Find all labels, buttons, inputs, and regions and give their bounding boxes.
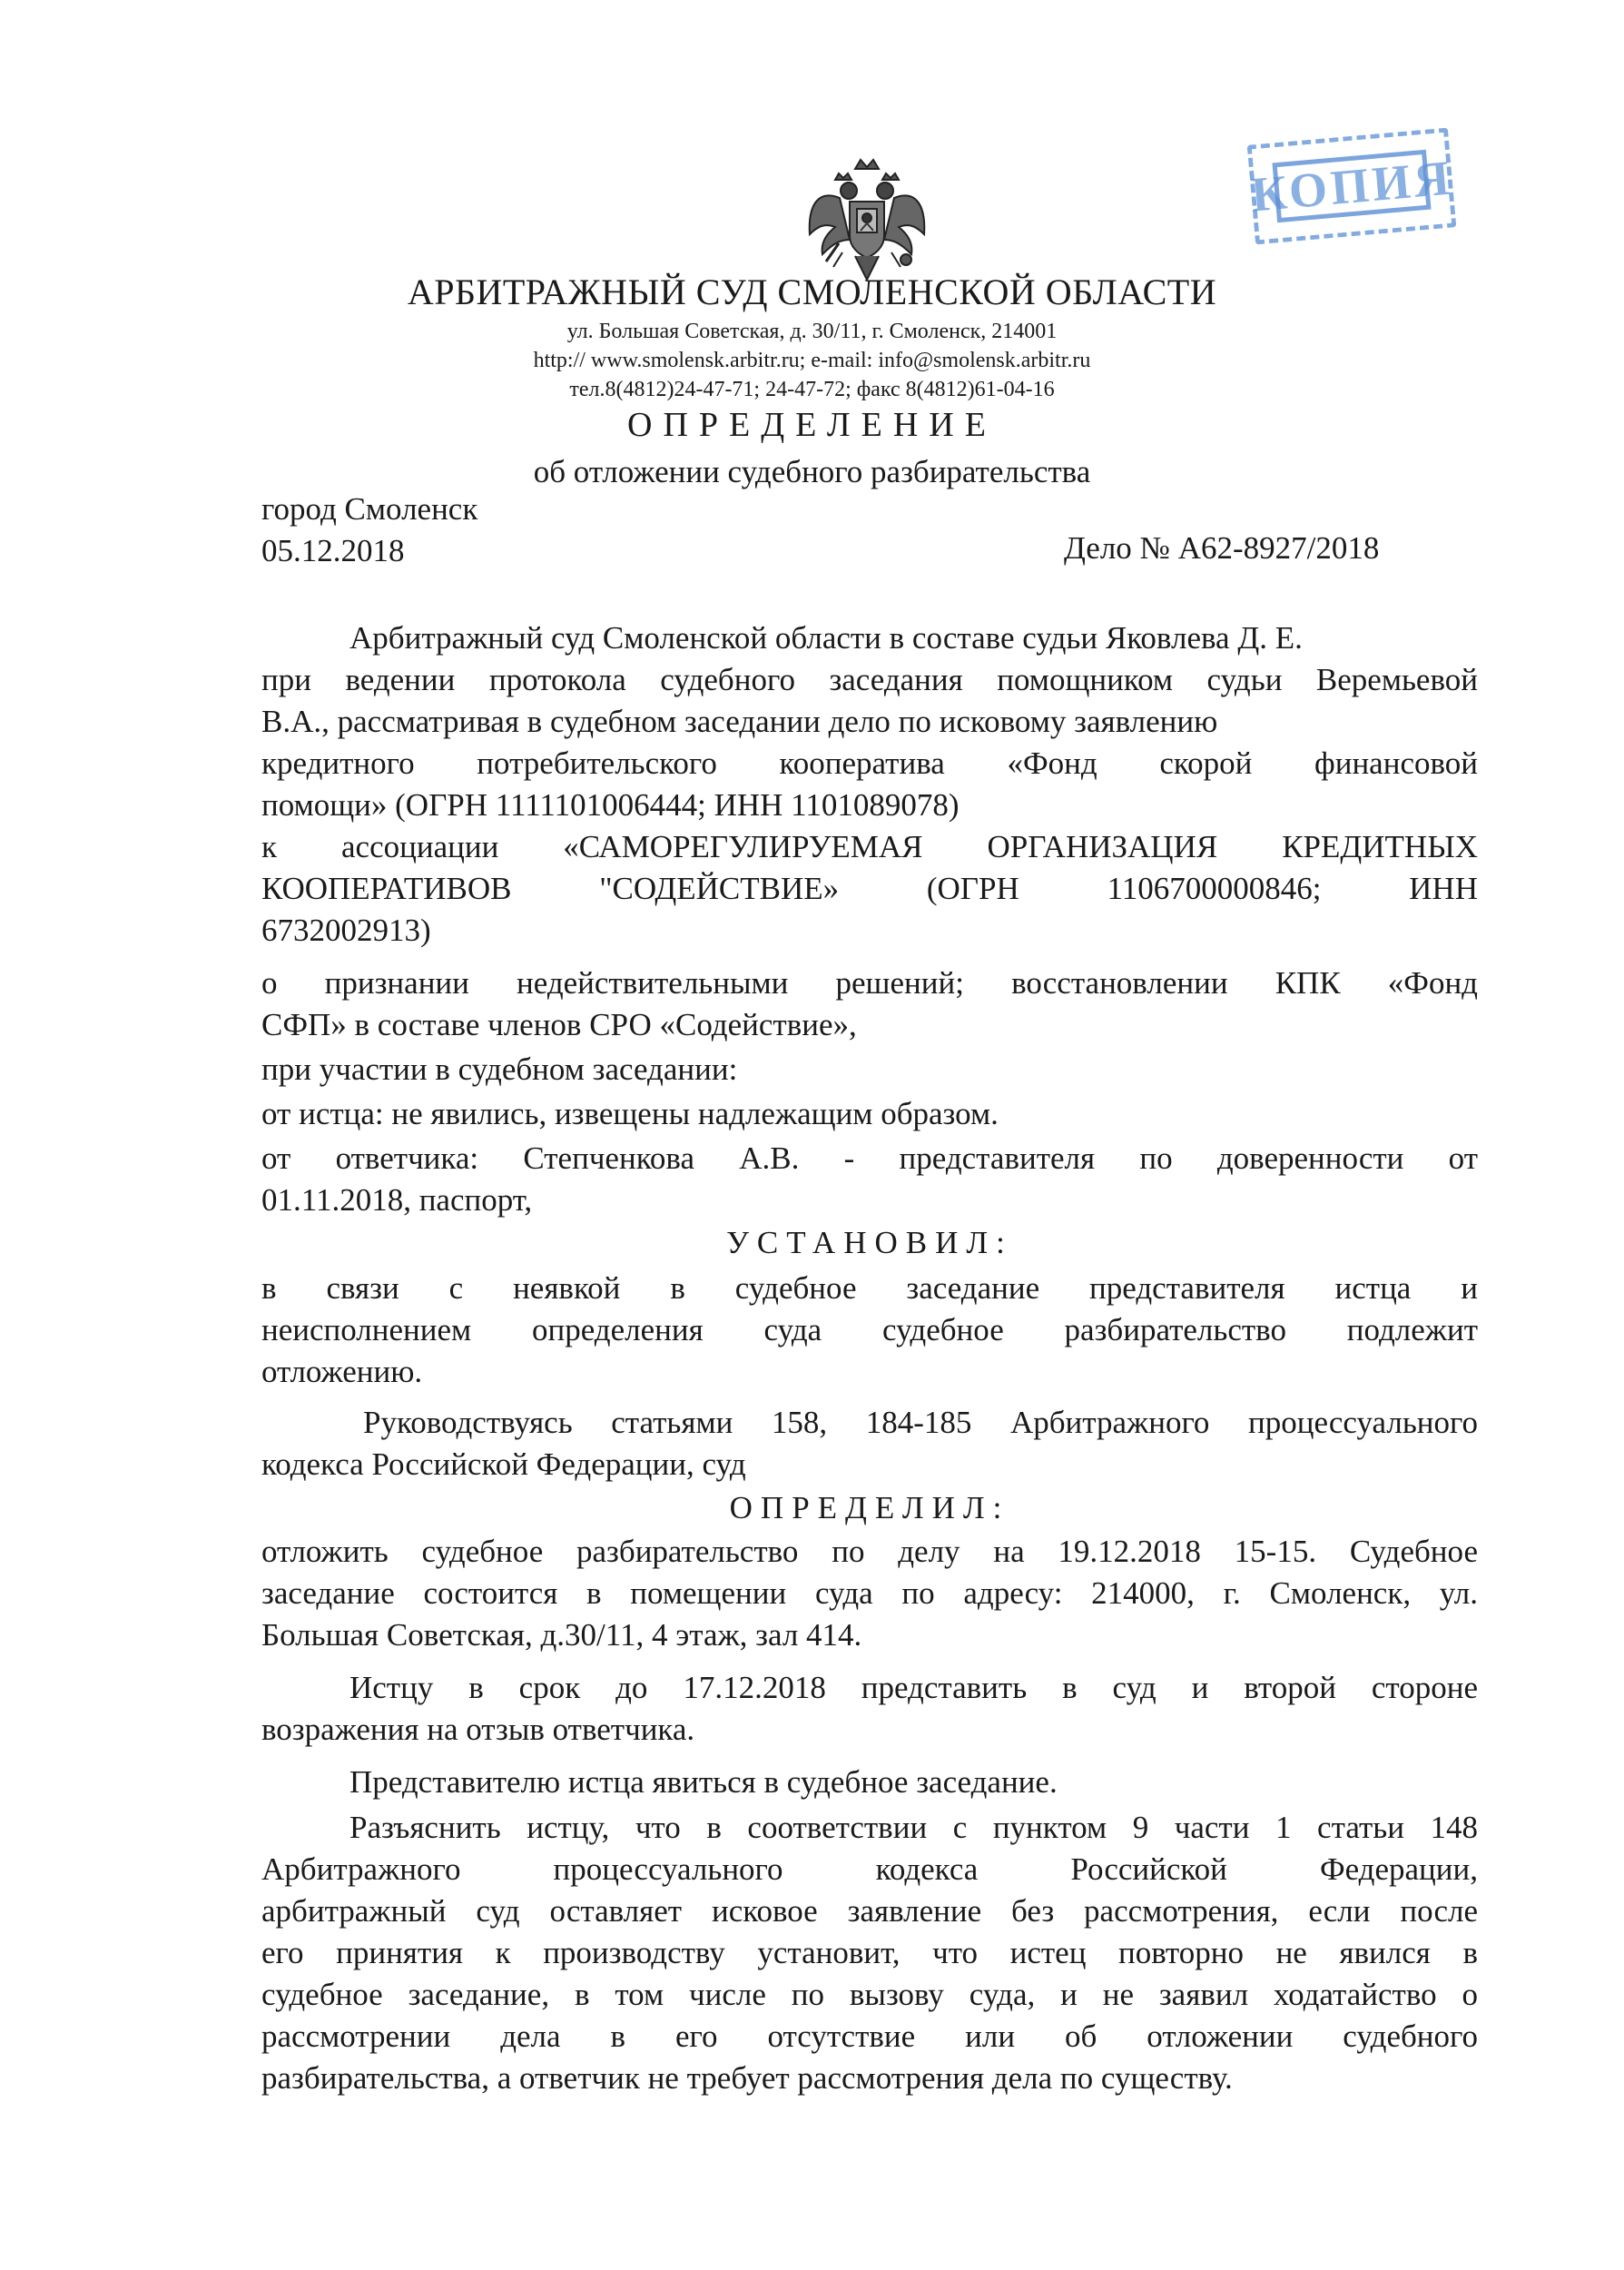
decided-line-13: разбирательства, а ответчик не требует рассмотрения дела по существу. [261,2060,1233,2096]
intro-line-2: при ведении протокола судебного заседания помощником судьи Веремьевой [261,662,1478,697]
intro-line-3: В.А., рассматривая в судебном заседании дело по исковому заявлению [261,704,1218,739]
intro-line-4: кредитного потребительского кооператива «Фонд скорой финансовой [261,745,1478,781]
intro-line-11: при участии в судебном заседании: [261,1051,738,1087]
decided-line-5: возражения на отзыв ответчика. [261,1712,695,1747]
decided-line-1: отложить судебное разбирательство по делу на 19.12.2018 15-15. Судебное [261,1534,1478,1569]
document-date: 05.12.2018 [261,533,405,568]
guided-line-2: кодекса Российской Федерации, суд [261,1446,746,1482]
decided-line-12: рассмотрении дела в его отсутствие или об отложении судебного [261,2018,1478,2054]
court-phones: тел.8(4812)24-47-71; 24-47-72; факс 8(4812)61-04-16 [569,378,1055,401]
intro-line-5: помощи» (ОГРН 1111101006444; ИНН 1101089078) [261,787,960,823]
city: город Смоленск [261,491,478,527]
decided-line-4: Истцу в срок до 17.12.2018 представить в суд и второй стороне [349,1670,1478,1705]
decided-line-8: Арбитражного процессуального кодекса Российской Федерации, [261,1851,1478,1887]
decided-line-2: заседание состоится в помещении суда по адресу: 214000, г. Смоленск, ул. [261,1575,1478,1611]
decided-line-3: Большая Советская, д.30/11, 4 этаж, зал 414. [261,1617,862,1653]
decided-line-7: Разъяснить истцу, что в соответствии с пунктом 9 части 1 статьи 148 [349,1810,1478,1845]
court-address: ул. Большая Советская, д. 30/11, г. Смоленск, 214001 [566,320,1058,343]
guided-line-1: Руководствуясь статьями 158, 184-185 Арбитражного процессуального [363,1405,1478,1440]
intro-line-9: о признании недействительными решений; восстановлении КПК «Фонд [261,965,1478,1001]
intro-line-12: от истца: не явились, извещены надлежащим образом. [261,1096,999,1131]
intro-line-13: от ответчика: Степченкова А.В. - представителя по доверенности от [261,1140,1478,1176]
case-number: Дело № А62-8927/2018 [1064,530,1380,566]
intro-line-7: КООПЕРАТИВОВ "СОДЕЙСТВИЕ» (ОГРН 1106700000846; ИНН [261,871,1478,906]
intro-line-1: Арбитражный суд Смоленской области в составе судьи Яковлева Д. Е. [349,620,1303,656]
established-line-3: отложению. [261,1354,423,1389]
stamp-text: КОПИЯ [1248,150,1456,222]
document-subtitle: об отложении судебного разбирательства [533,454,1091,489]
established-heading: УСТАНОВИЛ: [726,1225,1013,1260]
court-name: АРБИТРАЖНЫЙ СУД СМОЛЕНСКОЙ ОБЛАСТИ [407,271,1217,312]
established-line-2: неисполнением определения суда судебное разбирательство подлежит [261,1312,1478,1347]
intro-line-8: 6732002913) [261,913,431,948]
established-line-1: в связи с неявкой в судебное заседание представителя истца и [261,1270,1478,1306]
russian-coat-of-arms-icon [799,153,935,289]
decided-line-10: его принятия к производству установит, что истец повторно не явился в [261,1935,1478,1970]
court-web-email: http:// www.smolensk.arbitr.ru; e-mail: info@smolensk.arbitr.ru [533,349,1091,372]
intro-line-6: к ассоциации «САМОРЕГУЛИРУЕМАЯ ОРГАНИЗАЦИЯ КРЕДИТНЫХ [261,829,1478,864]
intro-line-14: 01.11.2018, паспорт, [261,1182,533,1218]
decided-heading: ОПРЕДЕЛИЛ: [729,1490,1010,1525]
decided-line-11: судебное заседание, в том числе по вызову суда, и не заявил ходатайство о [261,1977,1478,2012]
intro-line-10: СФП» в составе членов СРО «Содействие», [261,1007,857,1042]
document-type: ОПРЕДЕЛЕНИЕ [627,406,997,444]
decided-line-9: арбитражный суд оставляет исковое заявление без рассмотрения, если после [261,1893,1478,1929]
decided-line-6: Представителю истца явиться в судебное заседание. [349,1764,1058,1800]
copy-stamp [1247,128,1457,245]
